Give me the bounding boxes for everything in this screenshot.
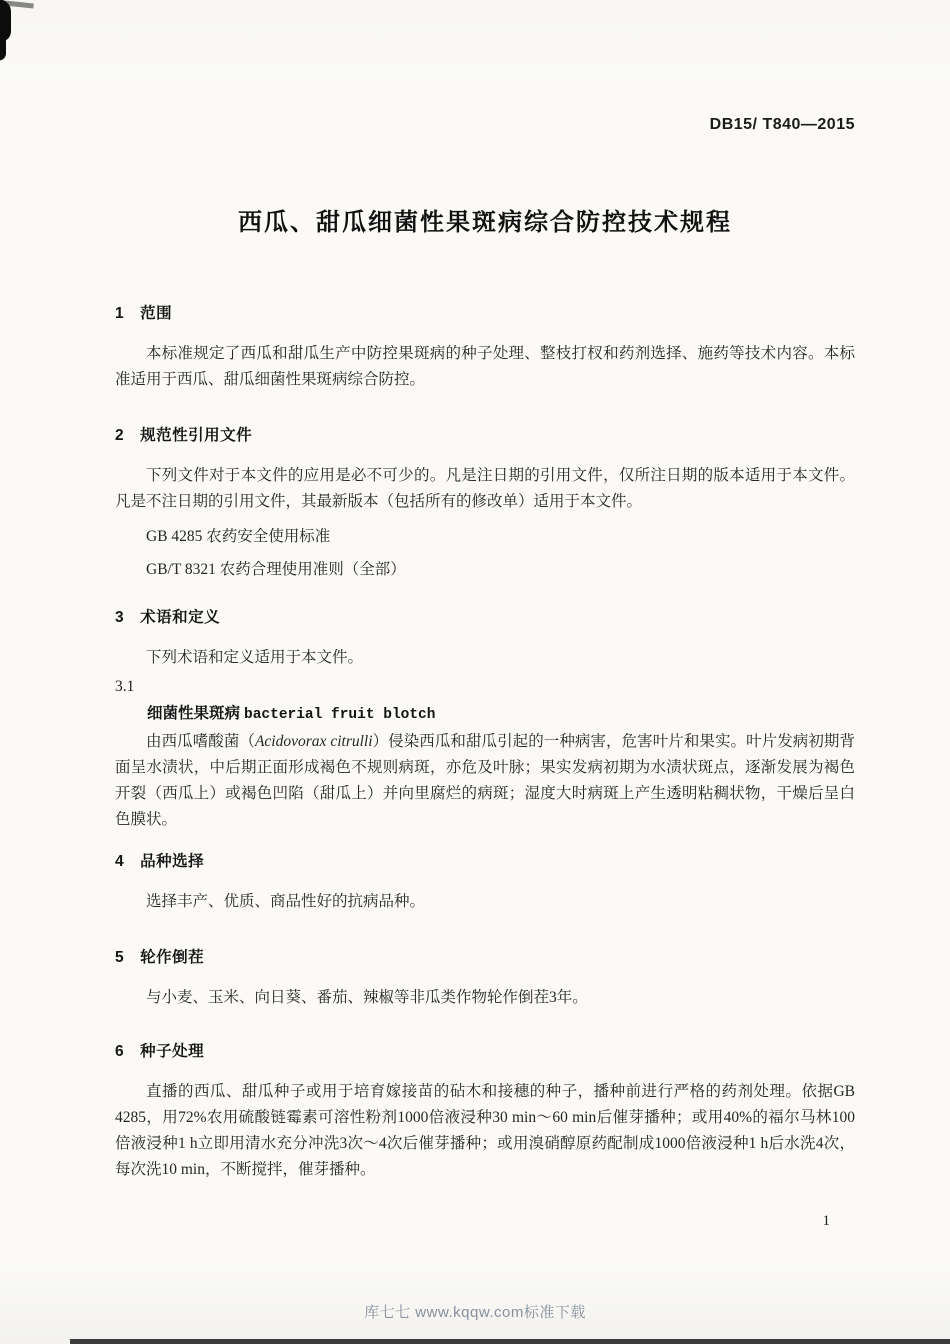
watermark-footer: 库七七 www.kqqw.com标准下载 [364,1304,586,1321]
section-scope [115,301,855,393]
section-seed-treatment [115,1039,855,1183]
section-3-paragraph: 下列术语和定义适用于本文件。 [146,649,364,666]
section-2-heading: 2 规范性引用文件 [115,427,253,444]
term-number: 3.1 [115,678,135,695]
section-5-heading: 5 轮作倒茬 [115,949,205,966]
reference-gb4285: GB 4285 农药安全使用标准 [146,528,331,545]
term-title [115,700,855,729]
definition-pre: 由西瓜嗜酸菌（ [146,733,255,750]
term-chinese: 细菌性果斑病 [147,705,241,722]
section-1-heading: 1 范围 [115,305,173,322]
section-1-paragraph: 本标准规定了西瓜和甜瓜生产中防控果斑病的种子处理、整枝打杈和药剂选择、施药等技术内容。本标准适用于西瓜、甜瓜细菌性果斑病综合防控。 [115,345,855,388]
section-crop-rotation [115,945,855,1011]
page-title: 西瓜、甜瓜细菌性果斑病综合防控技术规程 [238,209,732,236]
scan-artifact-bottom-edge [70,1339,950,1344]
section-4-heading: 4 品种选择 [115,853,205,870]
section-3-heading: 3 术语和定义 [115,609,221,626]
doc-number: DB15/ T840—2015 [709,116,855,133]
section-6-heading: 6 种子处理 [115,1043,205,1060]
section-terms-definitions [115,605,855,833]
scan-artifact-left-lower-b [0,0,11,42]
section-6-paragraph: 直播的西瓜、甜瓜种子或用于培育嫁接苗的砧木和接穗的种子，播种前进行严格的药剂处理。依据GB 4285，用72%农用硫酸链霉素可溶性粉剂1000倍液浸种30 min～60 min后催芽播种；或用40%的福尔马林100倍液浸种1 h立即用清水充分冲洗3次～4次后催芽播种；或用溴硝醇原药配制成1000倍液浸种1 h后水洗4次，每次洗10 min，不断搅拌，催芽播种。 [115,1083,855,1178]
page-number: 1 [822,1213,830,1229]
section-variety-selection [115,849,855,915]
section-normative-references [115,423,855,583]
section-5-paragraph: 与小麦、玉米、向日葵、番茄、辣椒等非瓜类作物轮作倒茬3年。 [146,989,588,1006]
term-english: bacterial fruit blotch [244,707,436,723]
definition-post: ）侵染西瓜和甜瓜引起的一种病害，危害叶片和果实。叶片发病初期背面呈水渍状，中后期正面形成褐色不规则病斑，亦危及叶脉；果实发病初期为水渍状斑点，逐渐发展为褐色开裂（西瓜上）或褐色凹陷（甜瓜上）并向里腐烂的病斑；湿度大时病斑上产生透明粘稠状物，干燥后呈白色膜状。 [115,733,855,828]
section-2-paragraph: 下列文件对于本文件的应用是必不可少的。凡是注日期的引用文件，仅所注日期的版本适用于本文件。凡是不注日期的引用文件，其最新版本（包括所有的修改单）适用于本文件。 [115,467,855,510]
reference-gbt8321: GB/T 8321 农药合理使用准则（全部） [146,561,406,578]
section-4-paragraph: 选择丰产、优质、商品性好的抗病品种。 [146,893,426,910]
species-name: Acidovorax citrulli [254,733,373,750]
term-definition [115,729,855,833]
